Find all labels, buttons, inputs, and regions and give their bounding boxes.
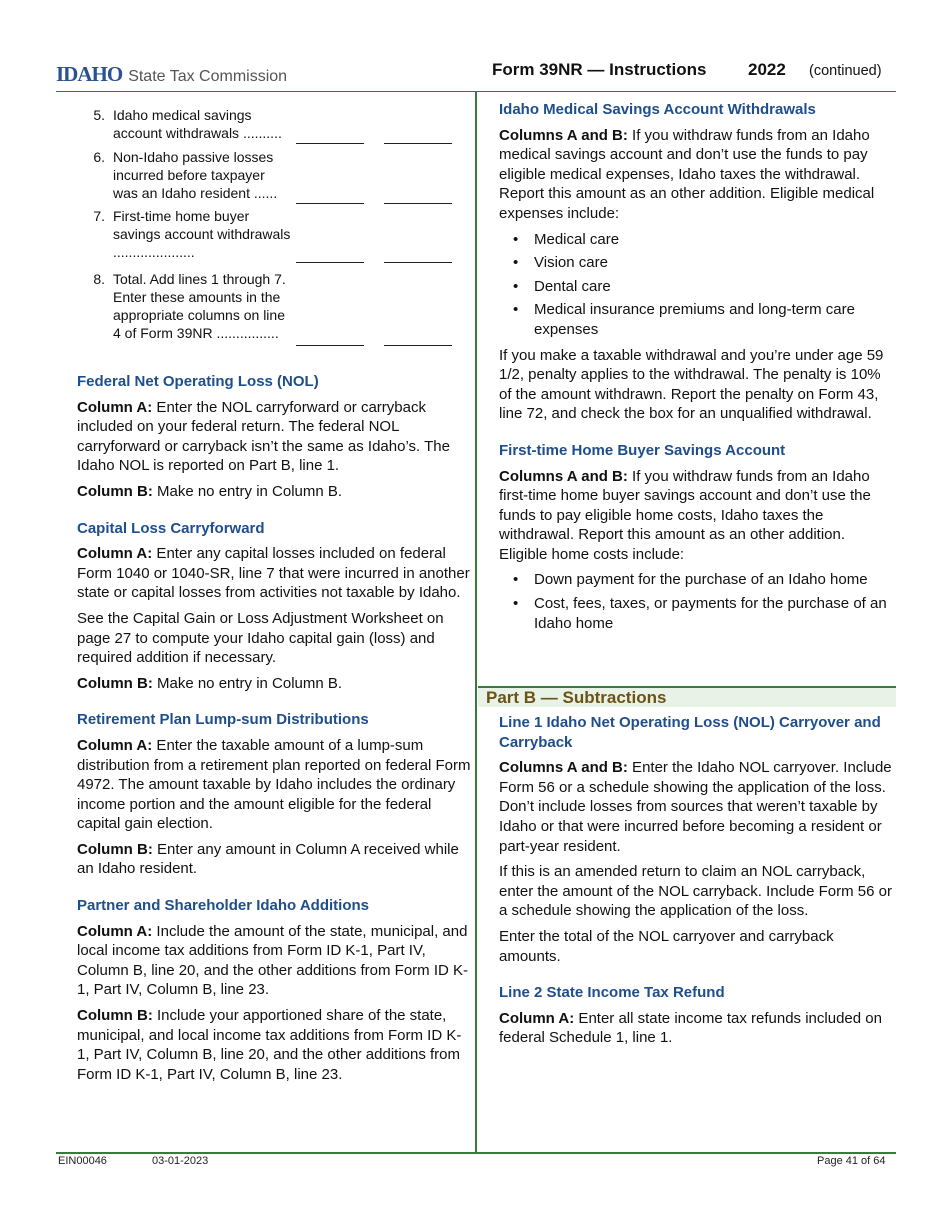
continued-label: (continued) [809,63,882,79]
paragraph: Column B: Make no entry in Column B. [77,482,343,500]
part-b-banner [478,686,896,707]
form-year: 2022 [748,60,786,79]
section-heading: Federal Net Operating Loss (NOL) [77,373,319,390]
idaho-logo [56,62,287,87]
paragraph: Column B: Include your apportioned share of the state, municipal, and local income tax additions from Form ID K-1, Part IV, Column B, line 20, and the other additions from Form ID K-1, Part IV, Column B, line 23. [77,1007,462,1083]
section-heading: Line 2 State Income Tax Refund [499,984,725,1002]
logo-text: State Tax Commission [128,68,288,85]
list-item: • Medical care [509,230,895,250]
worksheet-line-8: 8. Total. Add lines 1 through 7. Enter these amounts in the appropriate columns on line 4 of Form 39NR ................ [77,270,473,372]
paragraph: Column B: Enter any amount in Column A received while an Idaho resident. [77,840,459,878]
list-item: • Down payment for the purchase of an Idaho home [509,570,895,590]
page-header [56,60,896,92]
column-b-entry[interactable] [384,203,452,204]
column-b-entry[interactable] [384,262,452,263]
footer-divider [56,1152,896,1154]
paragraph: Column A: Include the amount of the state, municipal, and local income tax additions from Form ID K-1, Part IV, Column B, line 20, and the other additions from Form ID K-1, Part IV, Column B, line 23. [77,922,469,999]
column-b-total[interactable] [384,345,452,346]
revision-date: 03-01-2023 [152,1155,209,1167]
worksheet-line-6: 6. Non-Idaho passive losses incurred before taxpayer was an Idaho resident ...... [77,148,473,207]
list-item: • Cost, fees, taxes, or payments for the purchase of an Idaho home [509,594,895,633]
column-divider [475,92,477,1152]
paragraph: Column B: Make no entry in Column B. [77,674,343,692]
column-a-entry[interactable] [296,143,364,144]
paragraph: If you make a taxable withdrawal and you’re under age 59 1/2, penalty applies to the withdrawal. The penalty is 10% of the amount withdrawn. Report the penalty on Form 43, line 72, and check the box for an unqualified withdrawal. [499,346,884,423]
section-heading: Retirement Plan Lump-sum Distributions [77,711,369,729]
page-number: Page 41 of 64 [817,1155,886,1167]
paragraph: Column A: Enter any capital losses included on federal Form 1040 or 1040-SR, line 7 that were incurred in another state or capital losses from activities not taxable by Idaho. [77,545,470,602]
logo-mark: IDAHO [56,62,123,86]
list-item: • Medical insurance premiums and long-term care expenses [509,300,895,339]
bullet-list [509,230,895,340]
list-item: • Vision care [509,253,895,273]
paragraph: Enter the total of the NOL carryover and carryback amounts. [499,927,834,965]
right-column [499,100,895,639]
bullet-list [509,570,895,633]
part-b-heading: Part B — Subtractions [486,688,667,707]
section-heading: Idaho Medical Savings Account Withdrawals [499,101,816,118]
paragraph: Columns A and B: If you withdraw funds from an Idaho first-time home buyer savings account and don’t use the funds to pay eligible home costs, Idaho taxes the withdrawal. Report this amount as an other addition. Eligible home costs include: [499,467,871,563]
paragraph: Columns A and B: If you withdraw funds from an Idaho medical savings account and don’t use the funds to pay eligible medical expenses, Idaho taxes the withdrawal. Report this amount as an other addition. Eligible medical expenses include: [499,126,875,222]
form-code: EIN00046 [58,1155,107,1167]
column-a-total[interactable] [296,345,364,346]
paragraph: Column A: Enter the NOL carryforward or carryback included on your federal return. The federal NOL carryforward or carryback isn’t the same as Idaho’s. The Idaho NOL is reported on Part B, line 1. [77,398,450,475]
section-heading: Line 1 Idaho Net Operating Loss (NOL) Carryover and Carryback [499,714,881,751]
form-title: Form 39NR — Instructions [492,60,707,79]
paragraph: Column A: Enter all state income tax refunds included on federal Schedule 1, line 1. [499,1009,882,1047]
section-heading: Capital Loss Carryforward [77,519,265,537]
column-a-entry[interactable] [296,203,364,204]
section-heading: Partner and Shareholder Idaho Additions [77,897,369,915]
left-column [77,106,473,1090]
paragraph: Column A: Enter the taxable amount of a lump-sum distribution from a retirement plan reported on federal Form 4972. The amount taxable by Idaho includes the ordinary income portion and the amount eligible for the federal capital gain election. [77,736,471,833]
column-a-entry[interactable] [296,262,364,263]
worksheet-line-5: 5. Idaho medical savings account withdrawals .......... [77,106,473,148]
paragraph: Columns A and B: Enter the Idaho NOL carryover. Include Form 56 or a schedule showing the application of the loss. Don’t include losses from sources that weren’t taxable by Idaho or that were incurred before becoming a resident or part-year resident. [499,759,892,855]
section-heading: First-time Home Buyer Savings Account [499,441,786,459]
paragraph: See the Capital Gain or Loss Adjustment Worksheet on page 27 to compute your Idaho capital gain (loss) and required addition if necessary. [77,609,444,667]
list-item: • Dental care [509,277,895,297]
paragraph: If this is an amended return to claim an NOL carryback, enter the amount of the NOL carryback. Include Form 56 or a schedule showing the application of the loss. [499,863,892,920]
right-column-part-b [499,713,895,1054]
column-b-entry[interactable] [384,143,452,144]
worksheet-line-7: 7. First-time home buyer savings account withdrawals ..................... [77,207,473,270]
worksheet [77,106,473,372]
